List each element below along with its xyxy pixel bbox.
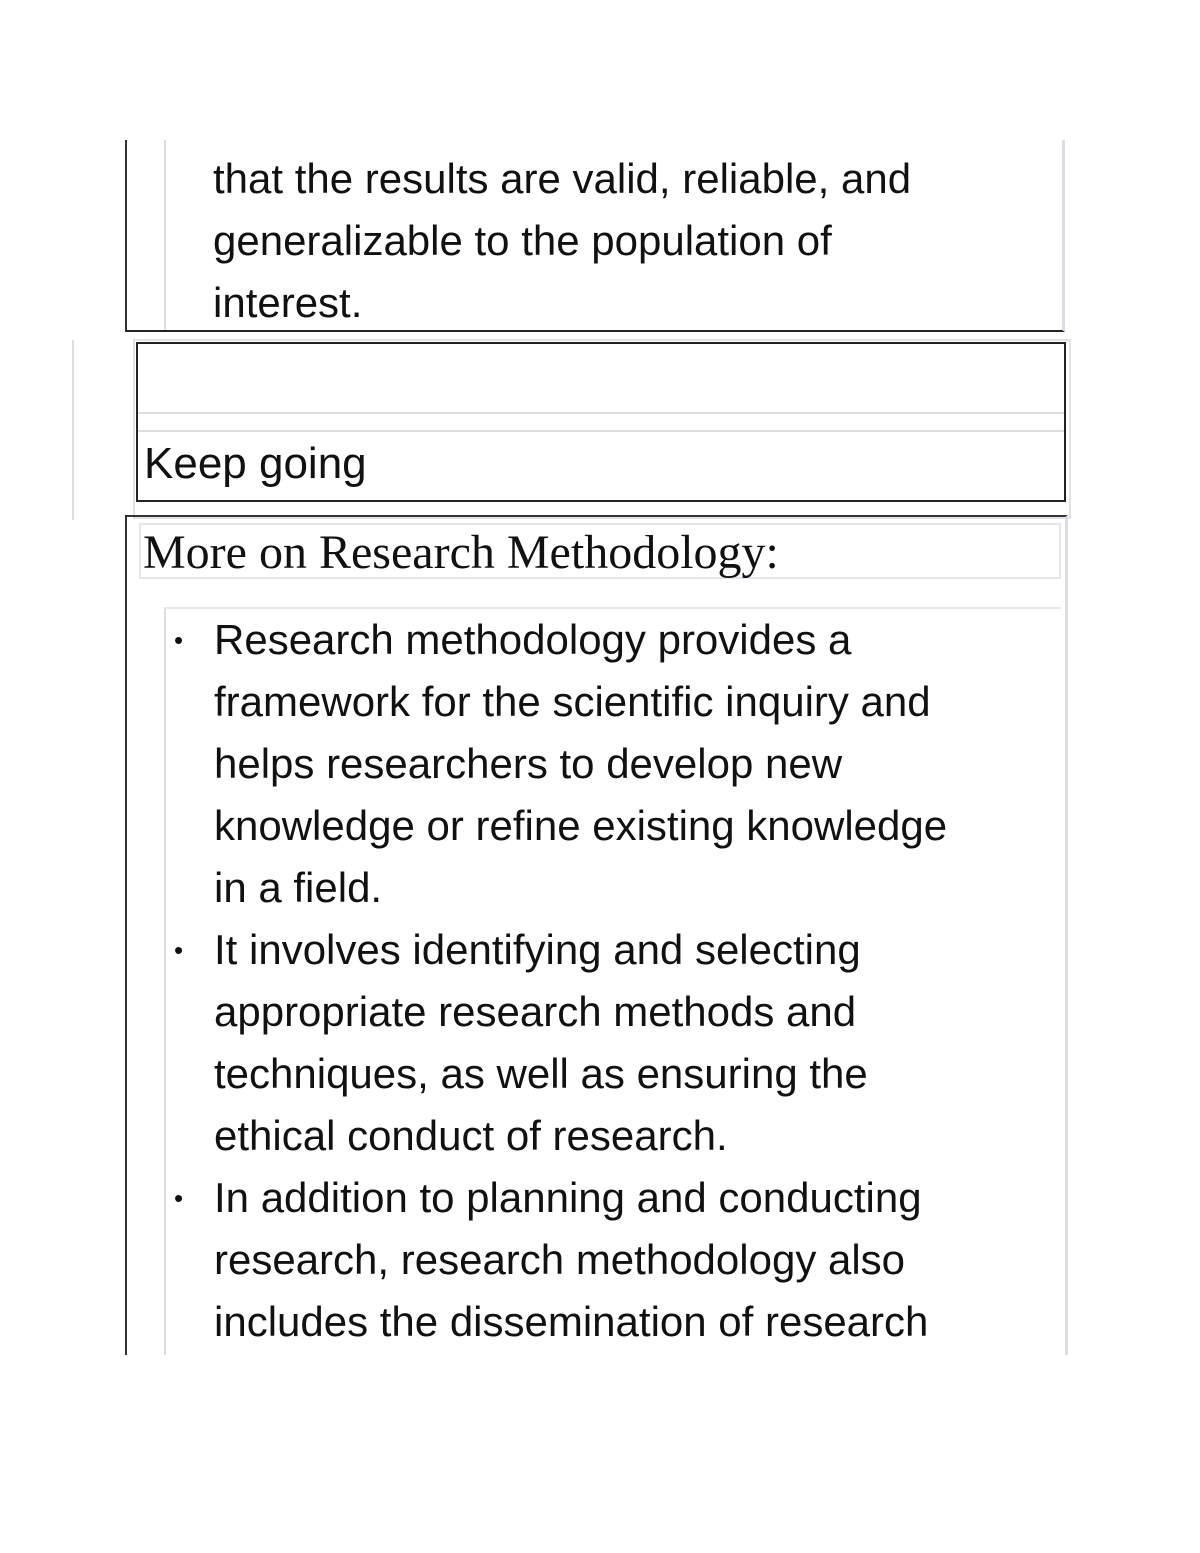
- inner-column-rule: [164, 140, 166, 330]
- keep-going-box: [136, 342, 1066, 502]
- frame-rule: [72, 340, 74, 520]
- bullet-icon: •: [174, 625, 184, 655]
- list-item: [166, 1167, 1046, 1353]
- text-line: includes the dissemination of research: [214, 1298, 929, 1345]
- continuation-box: [125, 140, 1065, 332]
- bullet-icon: •: [174, 935, 184, 965]
- text-line: helps researchers to develop new: [214, 740, 843, 787]
- text-line: generalizable to the population of: [213, 217, 832, 264]
- bullet-list-cell: [164, 607, 1061, 1355]
- text-line: knowledge or refine existing knowledge: [214, 802, 948, 849]
- text-line: appropriate research methods and: [214, 988, 857, 1035]
- bullet-list: [166, 609, 1046, 1353]
- heading-cell: [139, 523, 1061, 579]
- bullet-icon: •: [174, 1183, 184, 1213]
- section-heading: More on Research Methodology:: [143, 526, 779, 579]
- research-methodology-box: [125, 515, 1068, 1355]
- text-line: techniques, as well as ensuring the: [214, 1050, 868, 1097]
- text-line: In addition to planning and conducting: [214, 1174, 922, 1221]
- row-divider: [138, 430, 1064, 432]
- row-divider: [138, 412, 1064, 414]
- text-line: that the results are valid, reliable, and: [213, 155, 912, 202]
- continuation-text: [213, 148, 1053, 334]
- text-line: Research methodology provides a: [214, 616, 852, 663]
- text-line: interest.: [213, 279, 363, 326]
- text-line: ethical conduct of research.: [214, 1112, 728, 1159]
- text-line: framework for the scientific inquiry and: [214, 678, 931, 725]
- text-line: in a field.: [214, 864, 383, 911]
- list-item: [166, 919, 1046, 1167]
- keep-going-label: Keep going: [144, 439, 367, 488]
- list-item: [166, 609, 1046, 919]
- text-line: It involves identifying and selecting: [214, 926, 861, 973]
- text-line: research, research methodology also: [214, 1236, 906, 1283]
